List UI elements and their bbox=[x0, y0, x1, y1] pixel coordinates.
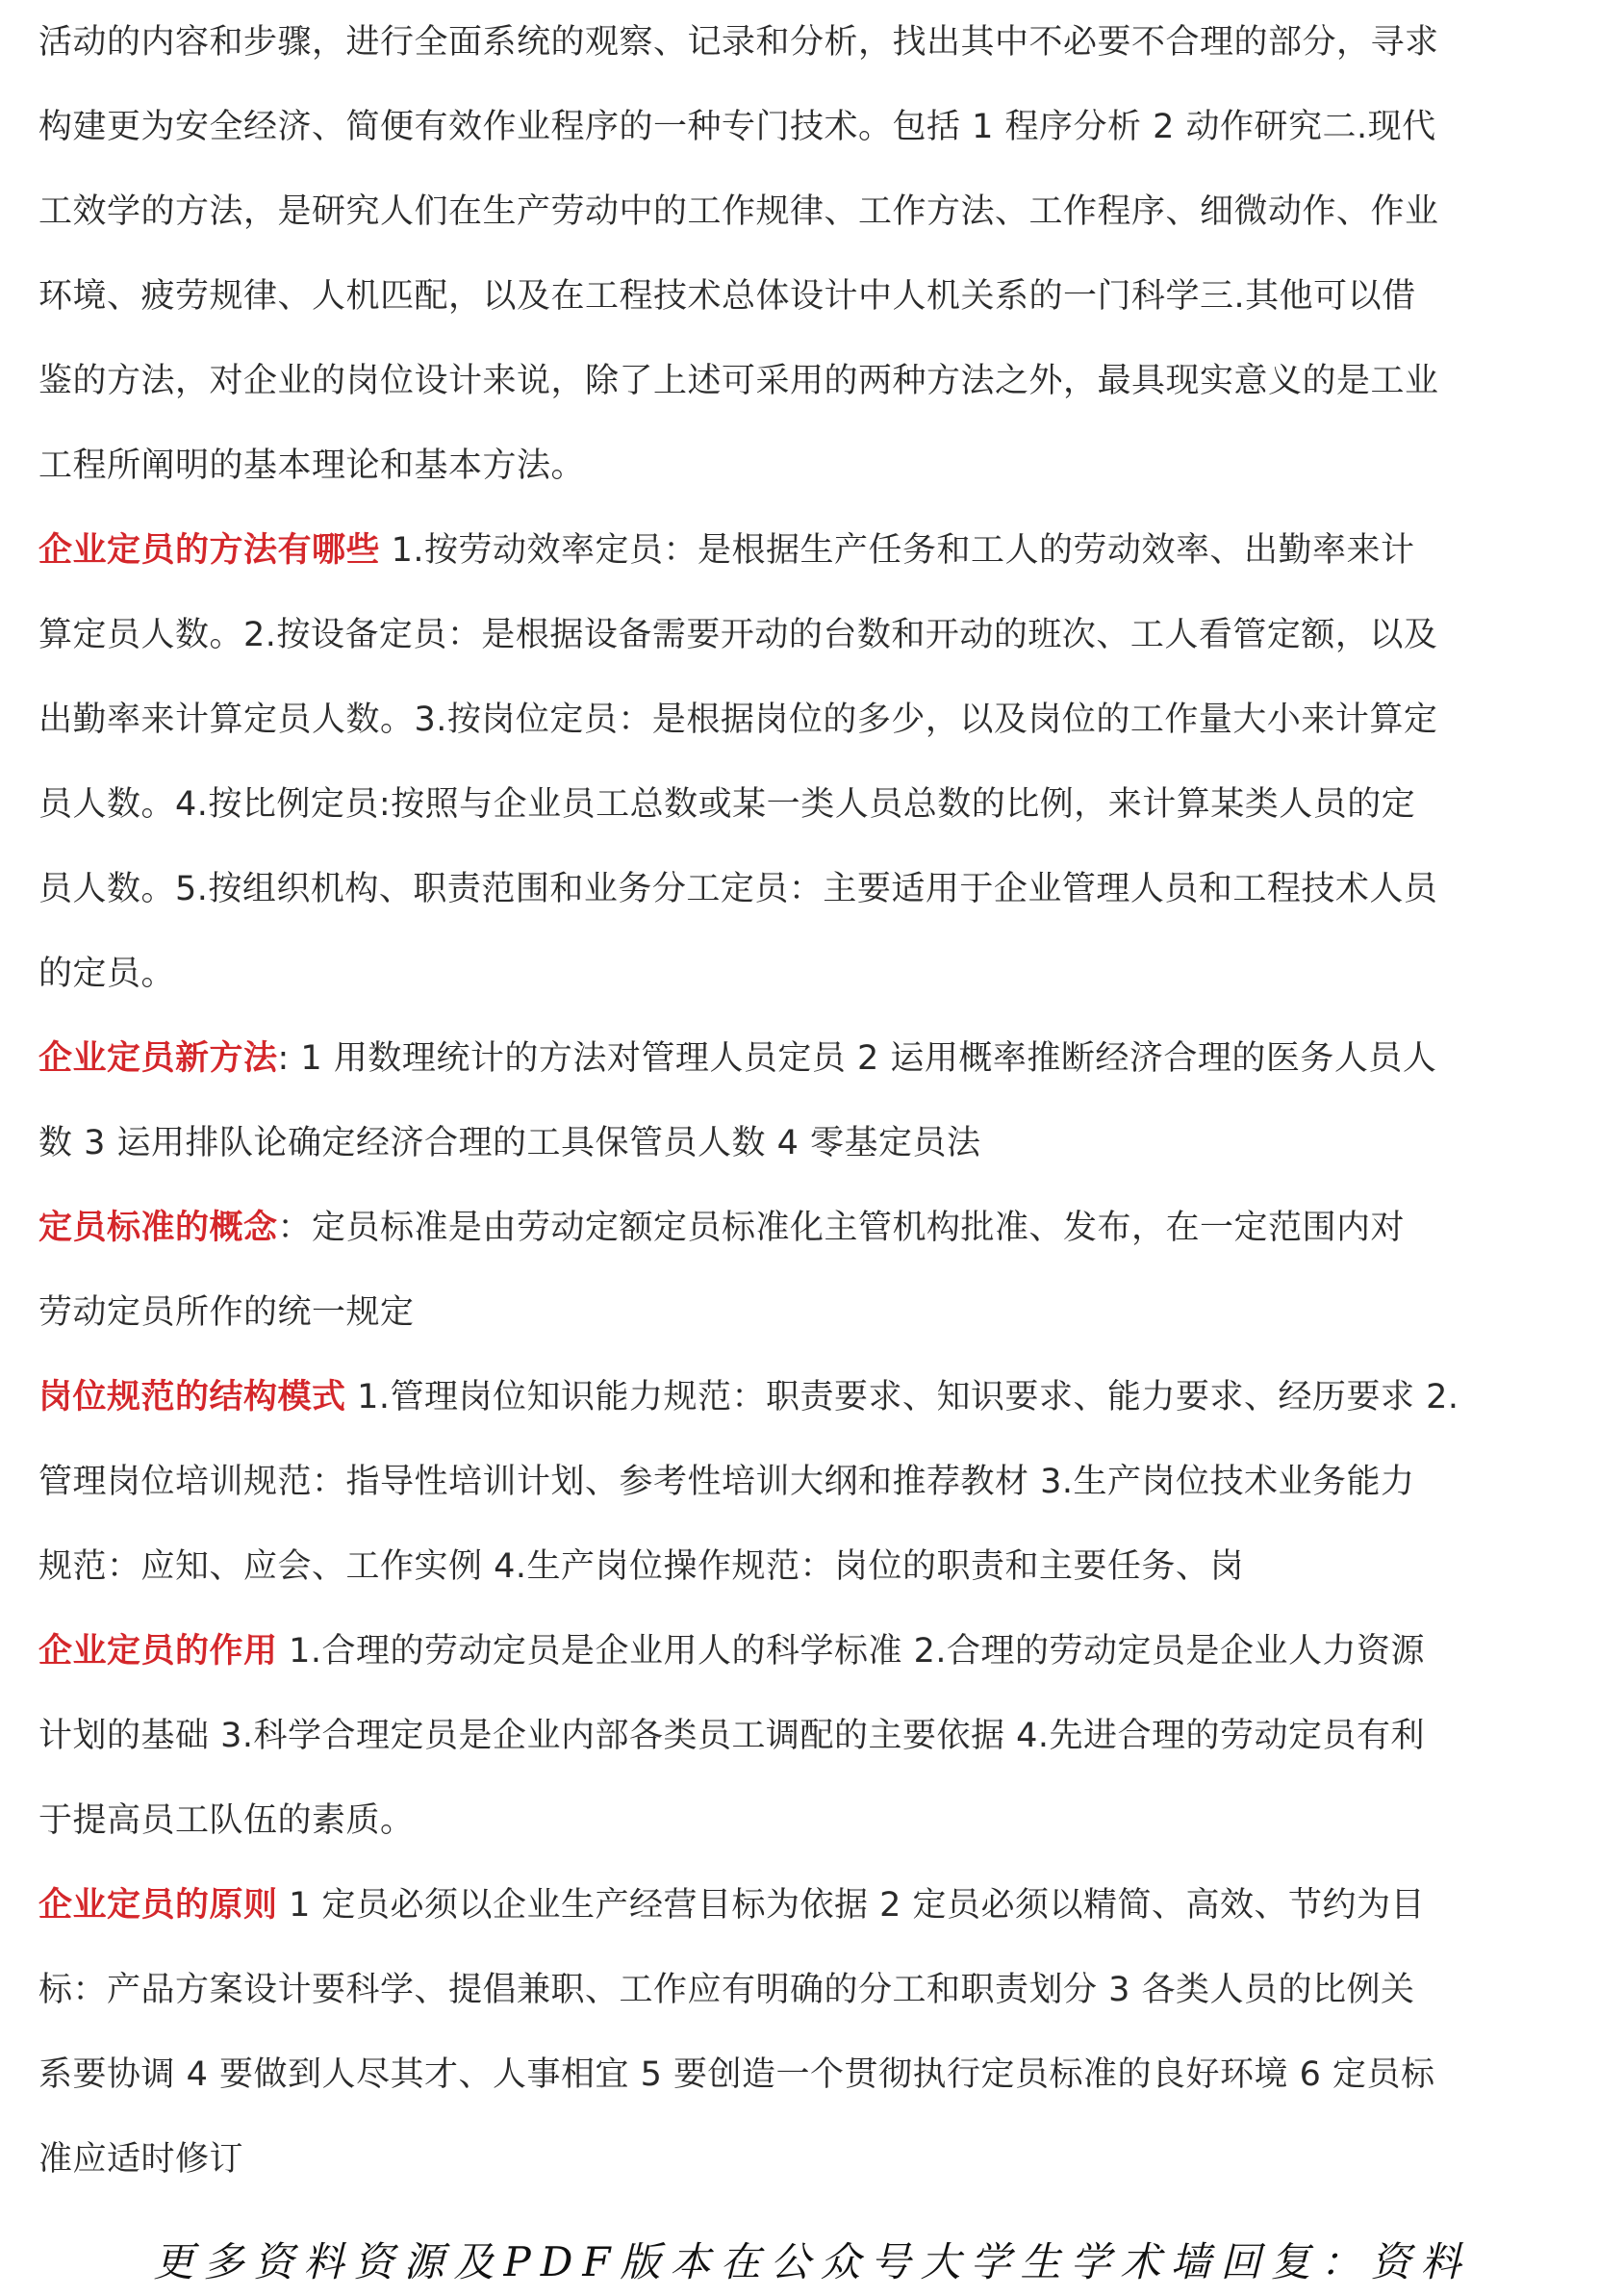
text-line bbox=[38, 1545, 1244, 1588]
line-text: 算定员人数。2.按设备定员：是根据设备需要开动的台数和开动的班次、工人看管定额，以及 bbox=[38, 616, 1438, 654]
line-text: 员人数。5.按组织机构、职责范围和业务分工定员：主要适用于企业管理人员和工程技术人员 bbox=[38, 870, 1438, 908]
text-line bbox=[38, 360, 1439, 402]
line-text: : 1 用数理统计的方法对管理人员定员 2 运用概率推断经济合理的医务人员人 bbox=[277, 1039, 1437, 1078]
section-heading-line bbox=[38, 1376, 1459, 1418]
line-text: 1 定员必须以企业生产经营目标为依据 2 定员必须以精简、高效、节约为目 bbox=[277, 1886, 1426, 1925]
line-text: 标：产品方案设计要科学、提倡兼职、工作应有明确的分工和职责划分 3 各类人员的比例关 bbox=[38, 1971, 1415, 2009]
line-text: 工效学的方法，是研究人们在生产劳动中的工作规律、工作方法、工作程序、细微动作、作业 bbox=[38, 192, 1439, 231]
section-heading: 定员标准的概念 bbox=[38, 1209, 278, 1247]
section-heading: 企业定员的作用 bbox=[38, 1632, 278, 1671]
text-line bbox=[38, 191, 1439, 233]
section-heading-line bbox=[38, 529, 1415, 572]
text-line bbox=[38, 1122, 981, 1164]
line-text: 规范：应知、应会、工作实例 4.生产岗位操作规范：岗位的职责和主要任务、岗 bbox=[38, 1547, 1245, 1586]
text-line bbox=[38, 1799, 415, 1842]
section-heading-line bbox=[38, 1207, 1405, 1249]
text-line bbox=[38, 2138, 244, 2179]
text-line bbox=[38, 783, 1415, 826]
line-text: 系要协调 4 要做到人尽其才、人事相宜 5 要创造一个贯彻执行定员标准的良好环境 6 定员标 bbox=[38, 2055, 1435, 2094]
section-heading: 企业定员的方法有哪些 bbox=[38, 531, 381, 570]
text-line bbox=[38, 106, 1436, 148]
text-line bbox=[38, 1291, 415, 1334]
section-heading-line bbox=[38, 1037, 1436, 1080]
line-text: 构建更为安全经济、简便有效作业程序的一种专门技术。包括 1 程序分析 2 动作研究二.现代 bbox=[38, 108, 1436, 146]
line-text: ：定员标准是由劳动定额定员标准化主管机构批准、发布，在一定范围内对 bbox=[277, 1209, 1406, 1247]
footer-note: 更多资料资源及PDF版本在公众号大学生学术墙回复：资料 bbox=[153, 2238, 1471, 2285]
text-line bbox=[38, 1715, 1425, 1757]
text-line bbox=[38, 2054, 1435, 2096]
text-line bbox=[38, 1461, 1415, 1503]
line-text: 员人数。4.按比例定员:按照与企业员工总数或某一类人员总数的比例，来计算某类人员的定 bbox=[38, 785, 1416, 824]
text-line bbox=[38, 699, 1437, 741]
section-heading: 企业定员新方法 bbox=[38, 1039, 278, 1078]
text-line bbox=[38, 868, 1437, 910]
section-heading-line bbox=[38, 1630, 1425, 1672]
text-line bbox=[38, 1969, 1415, 2011]
section-heading-line bbox=[38, 1884, 1425, 1926]
line-text: 管理岗位培训规范：指导性培训计划、参考性培训大纲和推荐教材 3.生产岗位技术业务能力 bbox=[38, 1463, 1415, 1501]
line-text: 的定员。 bbox=[38, 955, 176, 993]
line-text: 劳动定员所作的统一规定 bbox=[38, 1293, 415, 1332]
line-text: 活动的内容和步骤，进行全面系统的观察、记录和分析，找出其中不必要不合理的部分，寻求 bbox=[38, 23, 1439, 62]
line-text: 计划的基础 3.科学合理定员是企业内部各类员工调配的主要依据 4.先进合理的劳动定员有利 bbox=[38, 1717, 1426, 1755]
line-text: 数 3 运用排队论确定经济合理的工具保管员人数 4 零基定员法 bbox=[38, 1124, 981, 1162]
text-line bbox=[38, 445, 585, 487]
line-text: 鉴的方法，对企业的岗位设计来说，除了上述可采用的两种方法之外，最具现实意义的是工业 bbox=[38, 362, 1439, 400]
text-line bbox=[38, 21, 1439, 64]
text-line bbox=[38, 953, 175, 995]
line-text: 1.管理岗位知识能力规范：职责要求、知识要求、能力要求、经历要求 2. bbox=[345, 1378, 1459, 1416]
line-text: 准应适时修订 bbox=[38, 2140, 244, 2179]
section-heading: 企业定员的原则 bbox=[38, 1886, 278, 1925]
line-text: 环境、疲劳规律、人机匹配，以及在工程技术总体设计中人机关系的一门科学三.其他可以借 bbox=[38, 277, 1416, 316]
text-line bbox=[38, 275, 1416, 318]
line-text: 1.按劳动效率定员：是根据生产任务和工人的劳动效率、出勤率来计 bbox=[380, 531, 1415, 570]
line-text: 1.合理的劳动定员是企业用人的科学标准 2.合理的劳动定员是企业人力资源 bbox=[277, 1632, 1426, 1671]
section-heading: 岗位规范的结构模式 bbox=[38, 1378, 346, 1416]
line-text: 于提高员工队伍的素质。 bbox=[38, 1801, 415, 1840]
line-text: 出勤率来计算定员人数。3.按岗位定员：是根据岗位的多少，以及岗位的工作量大小来计算定 bbox=[38, 701, 1438, 739]
line-text: 工程所阐明的基本理论和基本方法。 bbox=[38, 446, 586, 485]
text-line bbox=[38, 614, 1437, 656]
